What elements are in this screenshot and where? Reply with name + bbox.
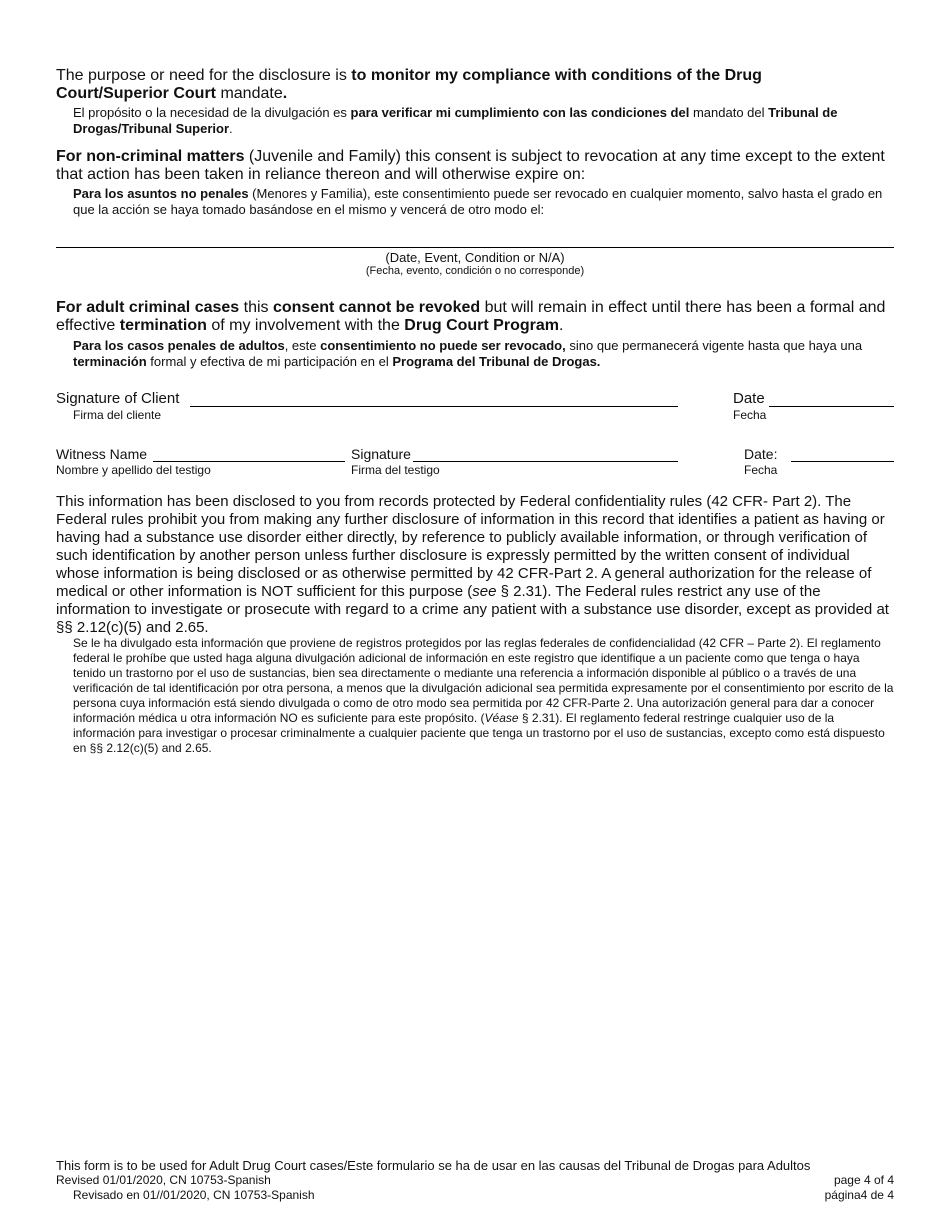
expiration-caption-es: (Fecha, evento, condición o no corresponde) [365,265,585,277]
footer-usage: This form is to be used for Adult Drug Court cases/Este formulario se ha de usar en las causas del Tribunal de Drogas para Adultos [56,1158,811,1173]
non-criminal-en [56,148,901,184]
witness-name-label: Witness Name [56,446,148,462]
witness-signature-line[interactable] [413,461,678,462]
footer-page-en: page 4 of 4 [833,1173,894,1187]
text-run: For non-criminal matters [56,148,245,165]
client-signature-label-es: Firma del cliente [73,408,162,422]
text-run: see [472,583,497,600]
witness-date-label: Date: [744,446,778,462]
text-run: The purpose or need for the disclosure is [56,67,352,84]
client-date-label-es: Fecha [733,408,767,422]
non-criminal-es [73,186,898,218]
purpose-en [56,67,856,103]
text-run: . [282,85,288,102]
text-run: formal y efectiva de mi participación en el [146,354,393,369]
text-run: of my involvement with the [206,317,405,334]
adult-criminal-es [73,338,898,370]
text-run: termination [119,317,207,334]
witness-date-label-es: Fecha [744,463,778,477]
text-run: Se le ha divulgado esta información que proviene de registros protegidos por las reglas federales de confidencialidad (42 CFR – Parte 2). El reglamento federal le prohíbe que usted haga alguna divulgación adicional de información en este registro que identifique a un paciente como que tenga o haya tenido un trastorno por el uso de sustancias, bien sea directamente o mediante una referencia a información disponible al público o a través de una verificación de tal identificación por otra persona, a menos que la divulgación adicional sea permitida expresamente por el consentimiento por escrito de la persona cuya información está siendo divulgada o como de otro modo sea permitida por 42 CFR-Parte 2. Una autorización general para dar a conocer información médica u otra información NO es suficiente para este propósito. ( [73,636,894,725]
client-signature-label: Signature of Client [56,390,180,407]
text-run: Para los asuntos no penales [73,186,249,201]
text-run: Véase [484,711,519,725]
purpose-es [73,105,893,137]
text-run: to monitor my compliance with conditions of the Drug Court/Superior Court [56,67,762,102]
footer-page-es: página4 de 4 [824,1188,894,1202]
text-run: sino que permanecerá vigente hasta que haya una [565,338,863,353]
witness-name-line[interactable] [153,461,345,462]
witness-signature-label: Signature [351,446,411,462]
client-date-line[interactable] [769,406,894,407]
text-run: . [229,121,233,136]
text-run: (Juvenile and Family) this consent is subject to revocation at any time except to the extent that action has been taken in reliance thereon and will otherwise expire on: [56,148,885,183]
witness-date-line[interactable] [791,461,894,462]
text-run: mandate [216,85,283,102]
disclosure-notice-en [56,493,896,637]
text-run: § 2.31). El reglamento federal restringe cualquier uso de la información para investigar o procesar criminalmente a cualquier paciente que tenga un trastorno por el uso de sustancias, excepto como está dispuesto en §§ 2.12(c)(5) and 2.65. [73,711,885,755]
text-run: El propósito o la necesidad de la divulgación es [73,105,351,120]
text-run: mandato del [689,105,769,120]
footer-revised-en: Revised 01/01/2020, CN 10753-Spanish [56,1173,271,1187]
text-run: This information has been disclosed to you from records protected by Federal confidentiality rules (42 CFR- Part 2). The Federal rules prohibit you from making any further disclosure of information in this record that identifies a patient as having or having had a substance use disorder either directly, by reference to publicly available information, or through verification of such identification by another person unless further disclosure is expressly permitted by the written consent of individual whose information is being disclosed or as otherwise permitted by 42 CFR-Part 2. A general authorization for the release of medical or other information is NOT sufficient for this purpose ( [56,493,885,600]
text-run: para verificar mi cumplimiento con las condiciones del [350,105,690,120]
text-run: Programa del Tribunal de Drogas. [392,354,601,369]
client-signature-line[interactable] [190,406,678,407]
text-run: (Menores y Familia), este consentimiento puede ser revocado en cualquier momento, salvo hasta el grado en que la acción se haya tomado basándose en el mismo y vencerá de otro modo el: [73,186,883,217]
witness-signature-label-es: Firma del testigo [351,463,440,477]
disclosure-notice-es [73,636,895,756]
text-run: but will remain in effect until there has been a formal and effective [56,299,886,334]
text-run: . [558,317,564,334]
text-run: Tribunal de Drogas/Tribunal Superior [73,105,838,136]
text-run: terminación [73,354,147,369]
expiration-line[interactable] [56,247,894,248]
adult-criminal-en [56,299,886,335]
text-run: this [239,299,273,316]
text-run: Drug Court Program [404,317,559,334]
text-run: consentimiento no puede ser revocado, [320,338,566,353]
client-date-label: Date [733,390,765,407]
text-run: Para los casos penales de adultos [73,338,285,353]
expiration-caption-en: (Date, Event, Condition or N/A) [385,250,565,265]
text-run: , este [284,338,321,353]
footer-revised-es: Revisado en 01//01/2020, CN 10753-Spanish [73,1188,315,1202]
text-run: § 2.31). The Federal rules restrict any use of the information to investigate or prosecute with regard to a crime any patient with a substance use disorder, except as provided at §§ 2.12(c)(5) and 2.65. [56,583,889,636]
witness-name-label-es: Nombre y apellido del testigo [56,463,211,477]
text-run: consent cannot be revoked [272,299,481,316]
text-run: For adult criminal cases [56,299,240,316]
